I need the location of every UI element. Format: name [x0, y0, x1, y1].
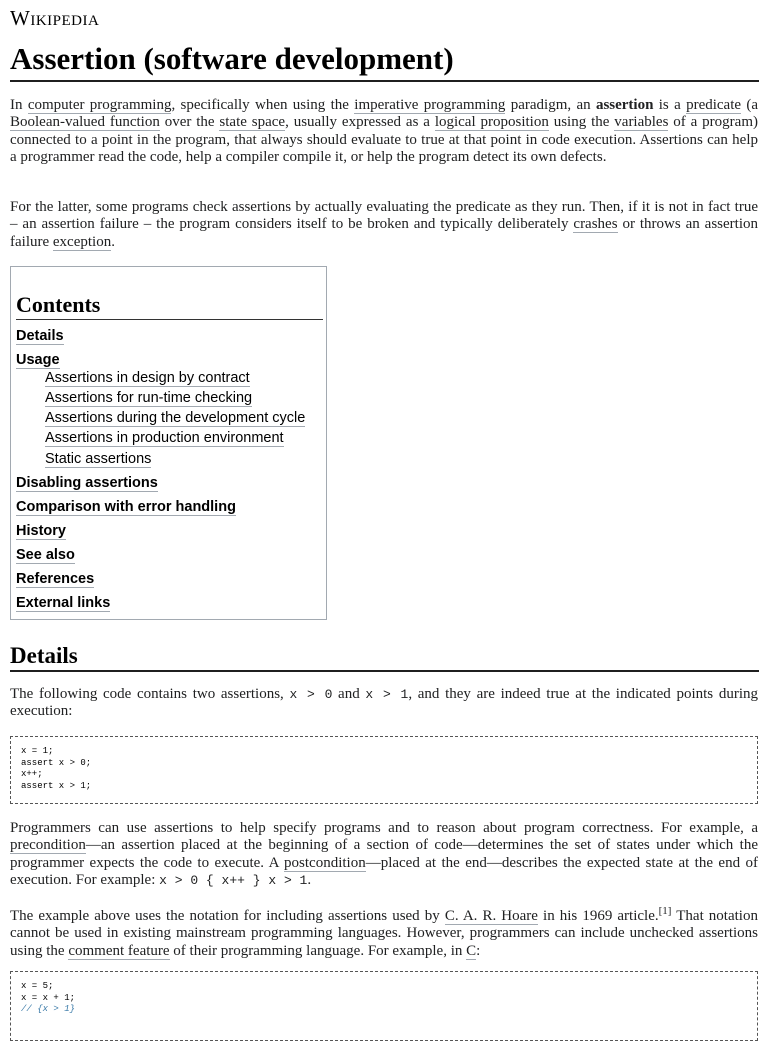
section-heading-details: Details	[10, 642, 759, 672]
toc-item-comparison-error-handling[interactable]: Comparison with error handling	[16, 499, 236, 515]
text: .	[307, 872, 312, 889]
text: of a program) connected to a point in the program, that always should evaluate to true at that point in code execution. Assertions can help a programmer read the code, help a compiler compile it, or help the program detect its own defects.	[10, 114, 758, 166]
link-predicate[interactable]: predicate	[686, 97, 742, 113]
text: or throws an assertion failure	[10, 216, 758, 250]
toc-item-development-cycle[interactable]: Assertions during the development cycle	[45, 410, 306, 426]
toc-item-static-assertions[interactable]: Static assertions	[45, 451, 152, 467]
link-state-space[interactable]: state space	[219, 114, 286, 131]
link-postcondition[interactable]: postcondition	[284, 854, 366, 871]
text: paradigm, an	[505, 97, 596, 113]
toc-item-design-by-contract[interactable]: Assertions in design by contract	[45, 370, 250, 386]
text: , usually expressed as a	[285, 114, 435, 131]
code-line: x = 1;	[21, 746, 54, 756]
text: , specifically when using the	[171, 97, 355, 113]
text: is a	[653, 97, 687, 113]
intro-paragraph	[10, 97, 758, 167]
link-precondition[interactable]: precondition	[10, 837, 86, 854]
inline-code: x > 0	[289, 687, 333, 702]
inline-code: x > 0 { x++ } x > 1	[159, 873, 308, 889]
link-c-language[interactable]: C	[466, 942, 477, 959]
code-line: assert x > 1;	[21, 780, 92, 791]
toc-item-production-environment[interactable]: Assertions in production environment	[45, 430, 284, 446]
text: Programmers can use assertions to help specify programs and to reason about program correctness. For example, a	[10, 820, 758, 836]
text: —an assertion placed at the beginning of a section of code—determines the set of states under which the programmer expects the code to execute. A	[10, 837, 758, 871]
link-comment-feature[interactable]: comment feature	[68, 942, 170, 959]
text: in his 1969 article.	[537, 908, 659, 924]
inline-code: x > 1	[365, 687, 409, 702]
text: (a	[741, 97, 759, 113]
text: —placed at the end—describes the expected state at the end of execution. For example:	[10, 854, 758, 889]
text: and	[332, 686, 366, 702]
toc-item-history[interactable]: History	[16, 523, 66, 539]
details-paragraph-3	[10, 903, 758, 960]
text: The example above uses the notation for including assertions used by	[10, 908, 445, 924]
reference-marker[interactable]: [1]	[658, 905, 672, 917]
code-comment-line: // {x > 1}	[21, 1004, 76, 1014]
text: .	[111, 233, 115, 250]
link-logical-proposition[interactable]: logical proposition	[434, 114, 549, 131]
link-imperative-programming[interactable]: imperative programming	[354, 97, 506, 113]
link-crashes[interactable]: crashes	[573, 216, 618, 233]
code-line: assert x > 0;	[21, 757, 92, 768]
code-block-2	[10, 971, 758, 1041]
link-computer-programming[interactable]: computer programming	[27, 97, 172, 113]
toc-item-run-time-checking[interactable]: Assertions for run-time checking	[45, 390, 253, 406]
details-paragraph-2	[10, 820, 758, 890]
text: That notation cannot be used in existing mainstream programming languages. However, programmers can include unchecked assertions using the	[10, 908, 758, 959]
code-line: x++;	[21, 769, 43, 779]
table-of-contents	[10, 266, 327, 620]
code-line: x = 5;	[21, 981, 54, 991]
toc-item-external-links[interactable]: External links	[16, 595, 111, 611]
text: using the	[548, 114, 615, 131]
text: For the latter, some programs check assertions by actually evaluating the predicate as they run. Then, if it is not in fact true – an assertion failure – the program considers itself to be broken and typically deliberately	[10, 199, 758, 233]
toc-item-usage[interactable]: Usage	[16, 352, 60, 368]
text: of their programming language. For example, in	[169, 942, 467, 959]
text: In	[10, 97, 28, 113]
link-car-hoare[interactable]: C. A. R. Hoare	[444, 908, 538, 924]
toc-title: Contents	[16, 291, 323, 320]
toc-item-see-also[interactable]: See also	[16, 547, 75, 563]
text: The following code contains two assertions,	[10, 686, 290, 702]
details-paragraph-1	[10, 686, 758, 721]
toc-item-references[interactable]: References	[16, 571, 95, 587]
code-line: x = x + 1;	[21, 992, 76, 1003]
link-boolean-valued-function[interactable]: Boolean-valued function	[10, 114, 160, 131]
text: , and they are indeed true at the indicated points during execution:	[10, 686, 758, 720]
term-assertion: assertion	[595, 97, 654, 113]
wikipedia-logo[interactable]: Wikipedia	[10, 6, 100, 30]
page-title: Assertion (software development)	[10, 38, 759, 82]
text: :	[476, 942, 481, 959]
link-variables[interactable]: variables	[614, 114, 669, 131]
code-block-1	[10, 736, 758, 804]
toc-item-details[interactable]: Details	[16, 328, 64, 344]
link-exception[interactable]: exception	[52, 233, 112, 250]
toc-item-disabling-assertions[interactable]: Disabling assertions	[16, 475, 158, 491]
text: over the	[159, 114, 220, 131]
second-paragraph	[10, 199, 758, 251]
